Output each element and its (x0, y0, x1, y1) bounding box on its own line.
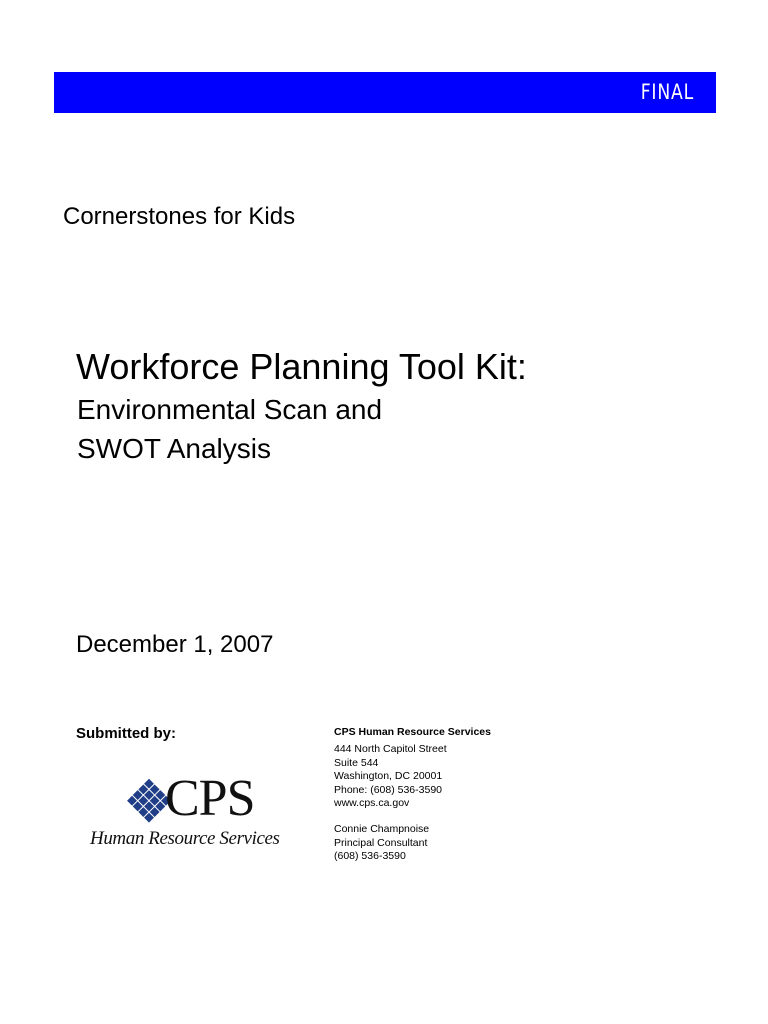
status-label: FINAL (640, 80, 694, 104)
document-subtitle-line-1: Environmental Scan and (77, 394, 383, 425)
contact-website: www.cps.ca.gov (334, 797, 410, 810)
contact-address-line-3: Washington, DC 20001 (334, 770, 443, 783)
contact-person-title: Principal Consultant (334, 836, 428, 849)
contact-person-phone: (608) 536-3590 (334, 850, 406, 863)
contact-address-line-2: Suite 544 (334, 756, 379, 769)
cps-logo (88, 770, 298, 852)
contact-block (334, 726, 491, 864)
status-banner (54, 72, 716, 113)
logo-tagline: Human Resource Services (90, 828, 280, 849)
document-subtitle-line-2: SWOT Analysis (77, 433, 271, 464)
document-title: Workforce Planning Tool Kit: (76, 346, 527, 387)
document-date: December 1, 2007 (76, 631, 274, 658)
submitted-by-label: Submitted by: (76, 725, 176, 742)
contact-organization: CPS Human Resource Services (334, 726, 491, 738)
spacer (334, 810, 491, 823)
contact-address-line-1: 444 North Capitol Street (334, 743, 447, 756)
contact-phone: Phone: (608) 536-3590 (334, 783, 442, 796)
contact-person-name: Connie Champnoise (334, 823, 430, 836)
logo-wordmark: CPS (165, 770, 255, 827)
client-name: Cornerstones for Kids (63, 203, 296, 230)
